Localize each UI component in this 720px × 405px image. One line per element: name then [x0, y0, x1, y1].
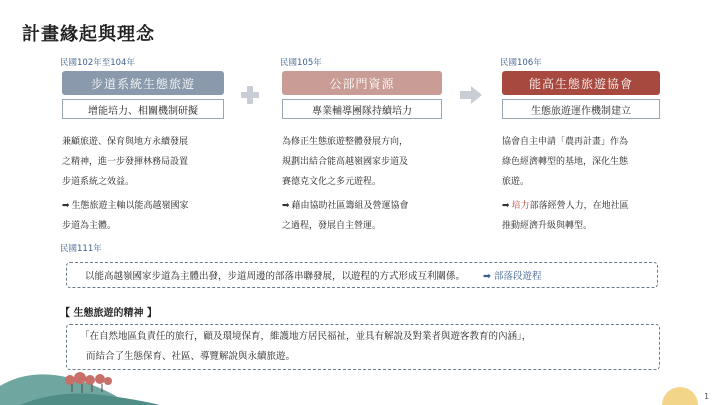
- banner-text: 以能高越嶺國家步道為主體出發，步道周邊的部落串聯發展，以遊程的方式形成互利關係。: [85, 271, 466, 282]
- arrow-right-icon: ➡: [502, 201, 510, 211]
- arrow-right-icon: ➡: [282, 201, 290, 211]
- section-title: 【 生態旅遊的精神 】: [60, 308, 157, 319]
- card-bullet-2: ➡ 藉由協助社區籌組及營運協會 之過程，發展自主營運。: [282, 201, 409, 231]
- card-header-1: 步道系統生態旅遊: [62, 71, 224, 95]
- card-body-2: 為修正生態旅遊整體發展方向， 規劃出結合能高越嶺國家步道及 賽德克文化之多元遊程。: [282, 137, 409, 187]
- landscape-decoration: [0, 360, 160, 405]
- card-bullet-3: ➡ 培力部落經營人力，在地社區 推動經濟升級與轉型。: [502, 201, 629, 231]
- card-subtitle-2: 專業輔導團隊持續培力: [282, 99, 442, 119]
- period-label-4: 民國111年: [60, 244, 102, 254]
- quote-line-1: 「在自然地區負責任的旅行，顧及環境保育，維護地方居民福祉，並具有解說及對業者與遊客教育的內涵」，: [80, 331, 532, 342]
- period-label-3: 民國106年: [500, 58, 542, 68]
- card-subtitle-3: 生態旅遊運作機制建立: [502, 99, 660, 119]
- card-subtitle-1: 增能培力、相關機制研擬: [62, 99, 224, 119]
- summary-banner: [66, 262, 658, 288]
- arrow-right-icon: ➡: [62, 201, 70, 211]
- arrow-right-icon: [460, 86, 482, 104]
- arrow-right-icon: ➡: [483, 271, 491, 282]
- sun-decoration: [660, 380, 700, 405]
- card-bullet-1: ➡ 生態旅遊主軸以能高越嶺國家 步道為主體。: [62, 201, 189, 231]
- card-header-3: 能高生態旅遊協會: [502, 71, 660, 95]
- period-label-1: 民國102年至104年: [60, 58, 135, 68]
- plus-icon: [241, 86, 259, 104]
- quote-line-2: 而結合了生態保育、社區、導覽解說與永續旅遊。: [86, 351, 296, 362]
- banner-link[interactable]: ➡ 部落段遊程: [483, 271, 542, 282]
- card-body-1: 兼顧旅遊、保育與地方永續發展 之精神，進一步發揮林務局設置 步道系統之效益。: [62, 137, 189, 187]
- page-number: 1: [704, 392, 710, 401]
- card-header-2: 公部門資源: [282, 71, 442, 95]
- period-label-2: 民國105年: [280, 58, 322, 68]
- card-body-3: 協會自主申請「農再計畫」作為 綠色經濟轉型的基地，深化生態 旅遊。: [502, 137, 629, 187]
- page-title: 計畫緣起與理念: [22, 24, 155, 45]
